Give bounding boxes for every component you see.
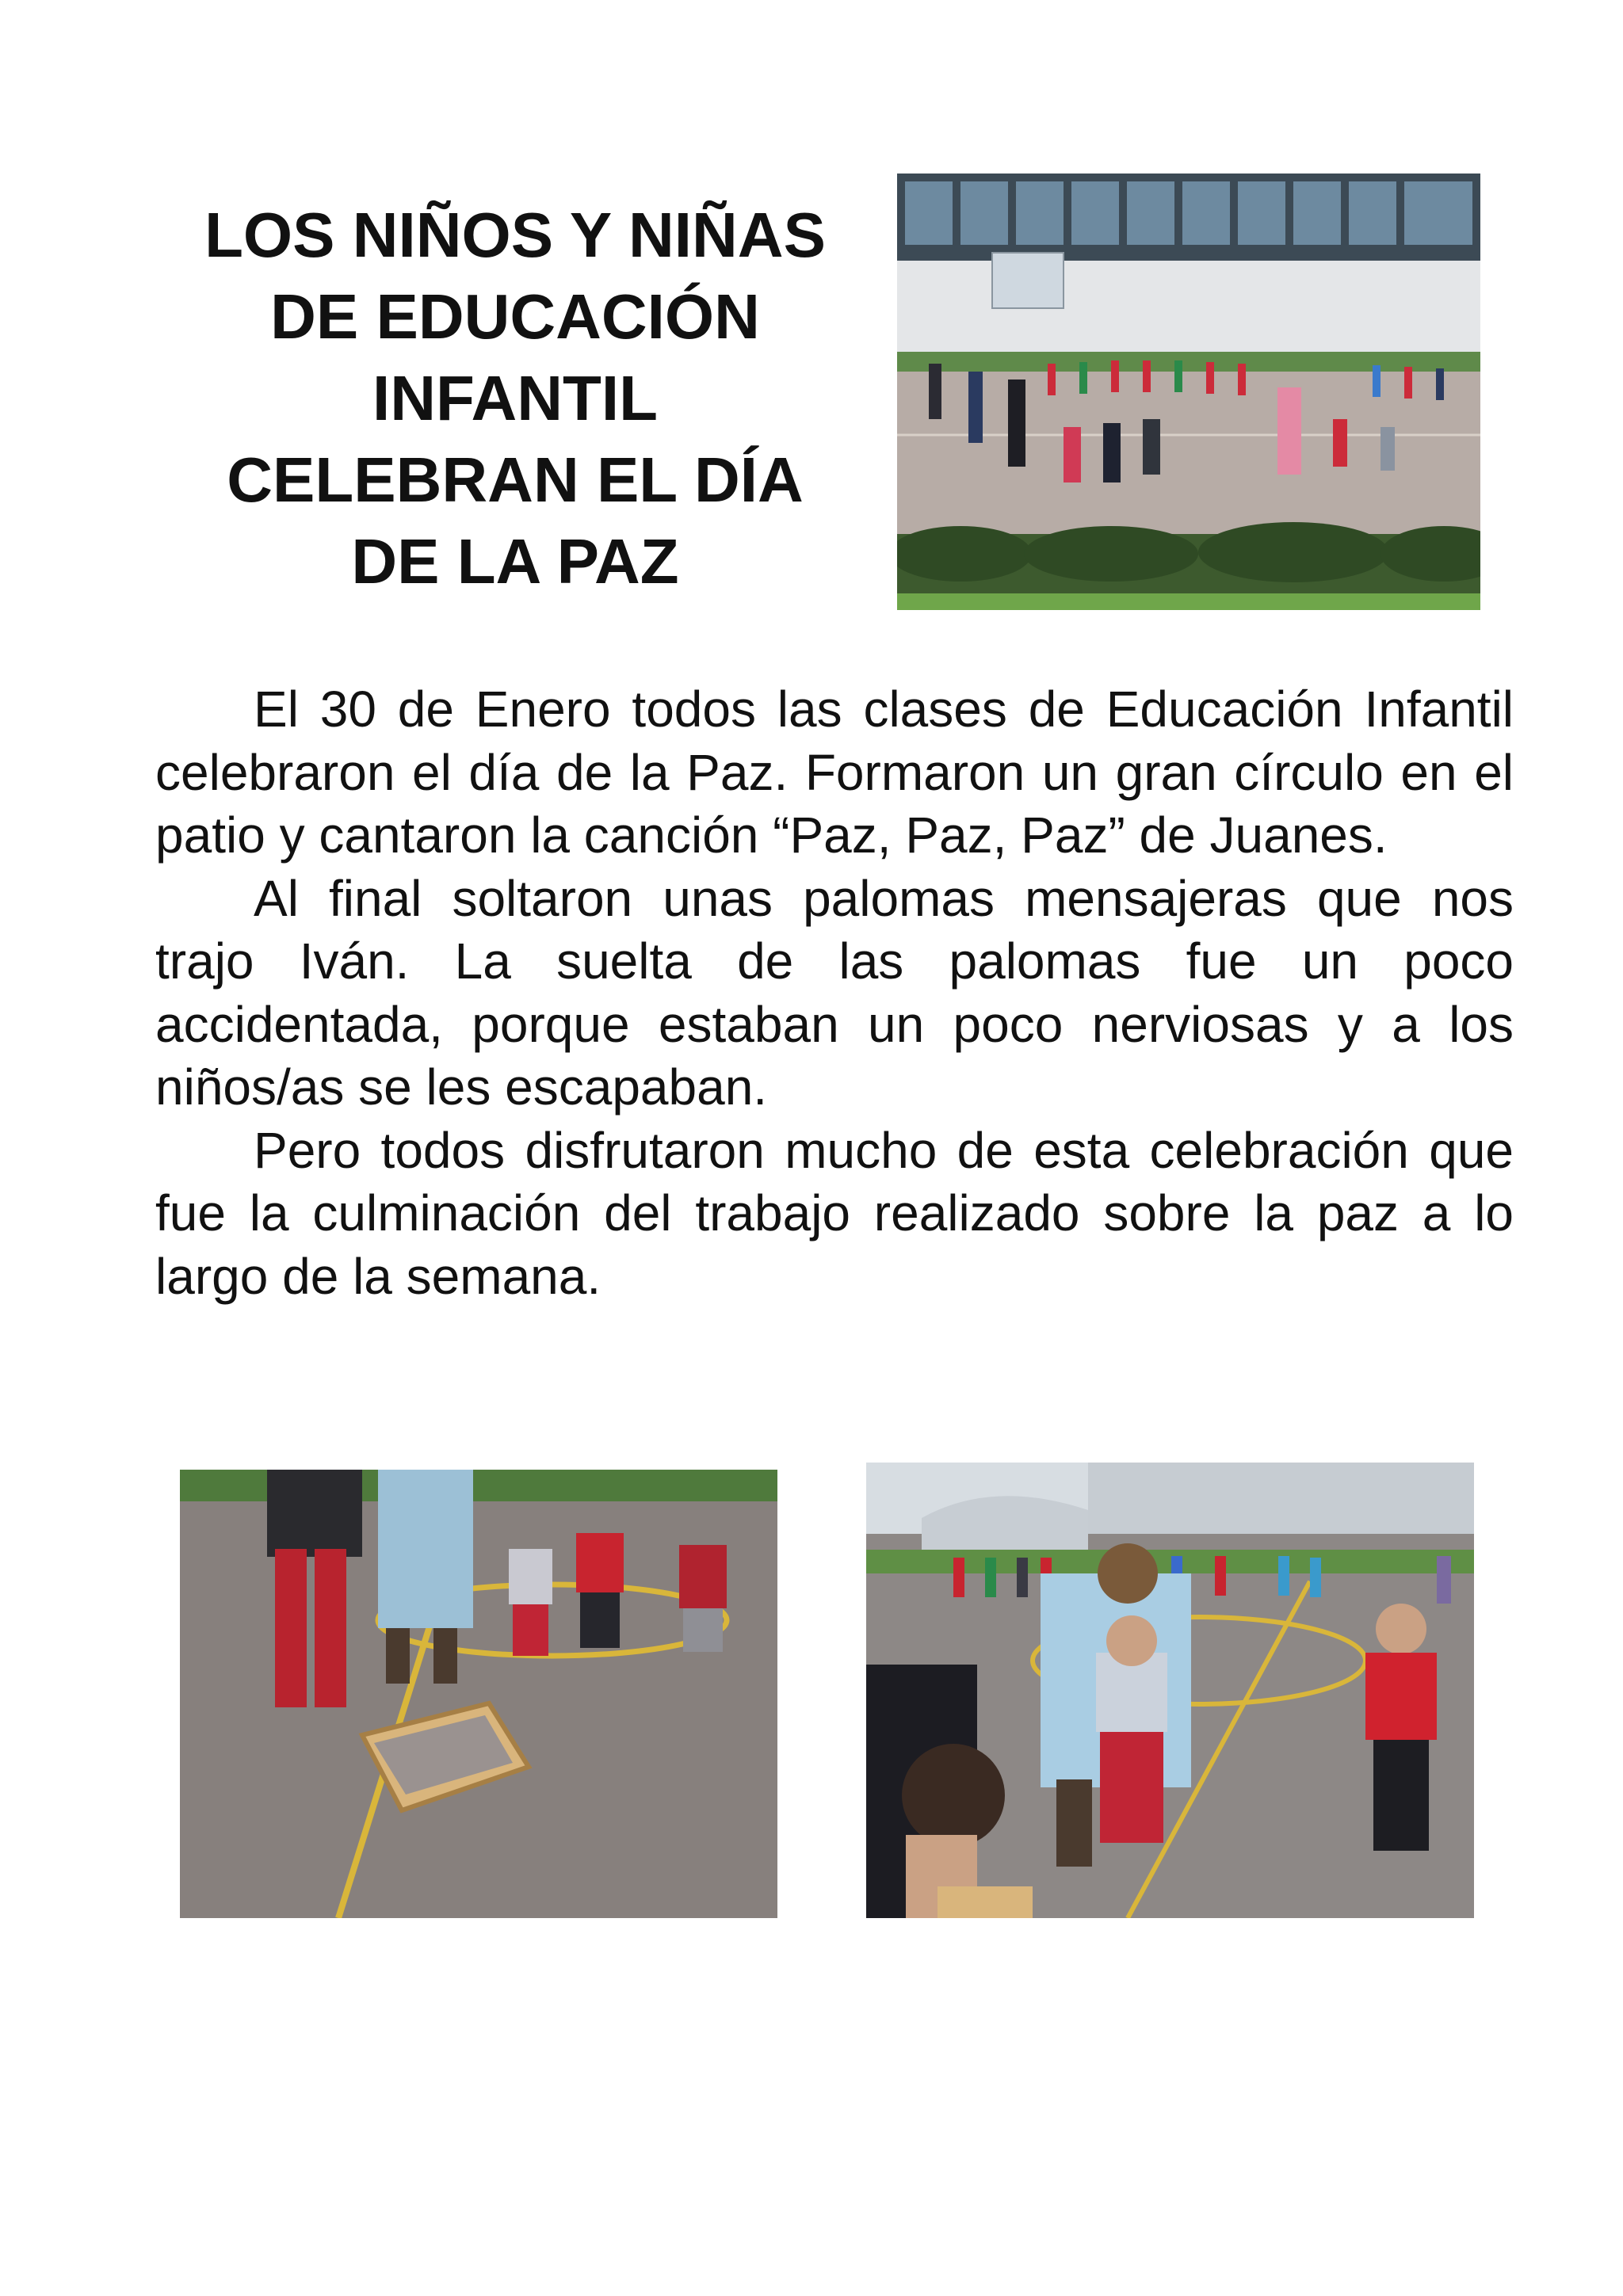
photo-child-with-pigeon — [866, 1463, 1474, 1918]
paragraph: Pero todos disfrutaron mucho de esta celebración que fue la culminación del trabajo realizado sobre la paz a lo largo de la semana. — [155, 1121, 1514, 1305]
paragraph: Al final soltaron unas palomas mensajeras que nos trajo Iván. La suelta de las palomas fue un poco accidentada, porque estaban un poco nerviosas y a los niños/as se les escapaban. — [155, 869, 1514, 1116]
photo-pigeon-crate — [180, 1470, 777, 1918]
title-line: INFANTIL — [372, 363, 658, 433]
title-line: DE LA PAZ — [351, 526, 679, 597]
page-title — [158, 194, 872, 602]
paragraph: El 30 de Enero todos las clases de Educación Infantil celebraron el día de la Paz. Formaron un gran círculo en el patio y cantaron la canción “Paz, Paz, Paz” de Juanes. — [155, 681, 1514, 864]
title-line: LOS NIÑOS Y NIÑAS — [204, 200, 826, 270]
title-line: CELEBRAN EL DÍA — [227, 444, 804, 515]
photo-children-circle — [897, 174, 1480, 610]
title-line: DE EDUCACIÓN — [270, 281, 760, 352]
article-body — [155, 678, 1514, 1308]
